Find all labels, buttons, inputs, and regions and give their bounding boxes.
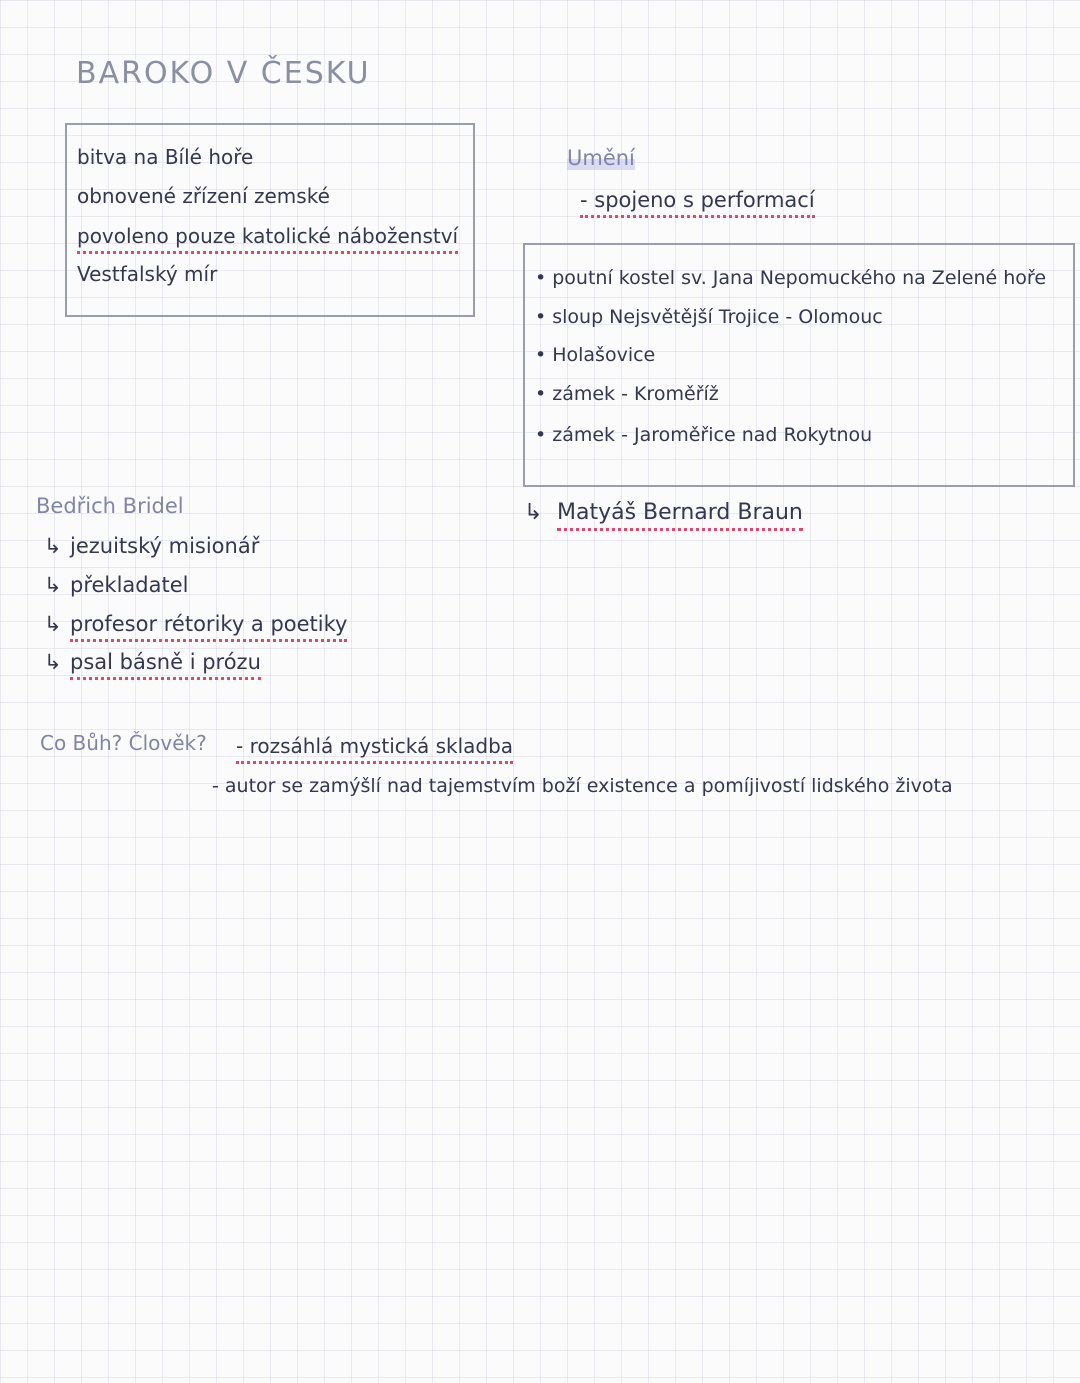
art-subline: [580, 188, 815, 212]
art-author-name: Matyáš Bernard Braun: [557, 500, 803, 531]
arrow-icon: ↳: [524, 500, 543, 525]
bridel-fact-text: jezuitský misionář: [70, 534, 260, 558]
history-line-4: Vestfalský mír: [77, 262, 218, 286]
history-line-3: [77, 224, 458, 248]
arrow-icon: ↳: [44, 573, 62, 597]
art-author: [524, 500, 803, 525]
art-example-3: • Holašovice: [535, 344, 655, 366]
art-heading-text: Umění: [567, 146, 635, 170]
bridel-fact-1: [44, 534, 259, 558]
bridel-fact-text: profesor rétoriky a poetiky: [70, 612, 347, 642]
bridel-fact-text: překladatel: [70, 573, 189, 597]
bridel-fact-4: [44, 650, 261, 674]
arrow-icon: ↳: [44, 650, 62, 674]
art-example-1: • poutní kostel sv. Jana Nepomuckého na Zelené hoře: [535, 267, 1046, 289]
work-title: Co Bůh? Člověk?: [40, 731, 207, 755]
work-line-1-text: - rozsáhlá mystická skladba: [236, 734, 513, 764]
art-example-4: • zámek - Kroměříž: [535, 383, 719, 405]
bridel-fact-3: [44, 612, 347, 636]
art-heading: [567, 146, 635, 170]
art-example-2: • sloup Nejsvětější Trojice - Olomouc: [535, 306, 883, 328]
work-line-2: - autor se zamýšlí nad tajemstvím boží existence a pomíjivostí lidského života: [212, 775, 953, 797]
arrow-icon: ↳: [44, 534, 62, 558]
history-line-1: bitva na Bílé hoře: [77, 145, 254, 169]
history-line-3-text: povoleno pouze katolické náboženství: [77, 224, 458, 254]
history-line-2: obnovené zřízení zemské: [77, 184, 330, 208]
bridel-fact-2: [44, 573, 188, 597]
bridel-fact-text: psal básně i prózu: [70, 650, 261, 680]
arrow-icon: ↳: [44, 612, 62, 636]
art-example-5: • zámek - Jaroměřice nad Rokytnou: [535, 424, 872, 446]
page-title: BAROKO V ČESKU: [76, 56, 371, 91]
bridel-heading: Bedřich Bridel: [36, 494, 184, 518]
work-line-1: [236, 734, 513, 758]
art-subline-text: - spojeno s performací: [580, 188, 815, 218]
